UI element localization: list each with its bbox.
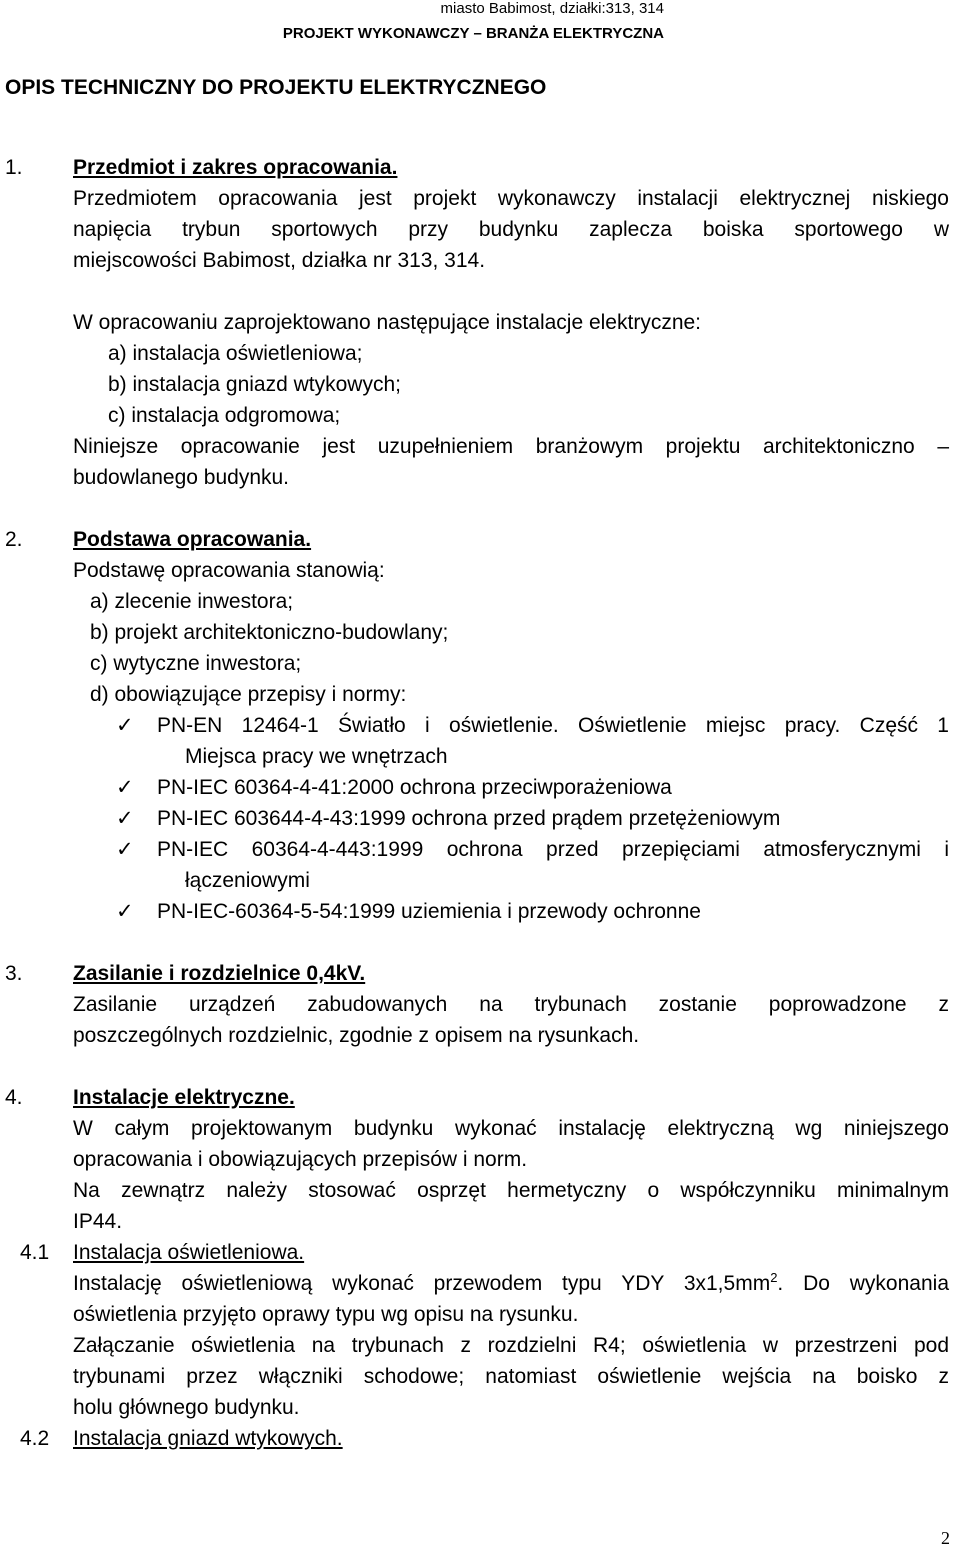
section-2-title: Podstawa opracowania. (73, 528, 312, 551)
s1-paragraph-1-line-1: Przedmiotem opracowania jest projekt wykonawczy instalacji elektrycznej niskiego (73, 187, 949, 210)
section-4-title: Instalacje elektryczne. (73, 1086, 295, 1109)
s4-paragraph-2-line-1: Na zewnątrz należy stosować osprzęt hermetyczny o współczynniku minimalnym (73, 1179, 949, 1202)
checkmark-icon: ✓ (116, 838, 134, 861)
s1-list-item-c: c) instalacja odgromowa; (108, 404, 341, 427)
header-project-type: PROJEKT WYKONAWCZY – BRANŻA ELEKTRYCZNA (282, 25, 664, 42)
s41-paragraph-2-line-3: holu głównego budynku. (73, 1396, 300, 1419)
header-location: miasto Babimost, działki:313, 314 (440, 0, 664, 17)
s1-paragraph-3-line-1: Niniejsze opracowanie jest uzupełnieniem branżowym projektu architektoniczno – (73, 435, 949, 458)
s1-list-item-b: b) instalacja gniazd wtykowych; (108, 373, 401, 396)
norm-3: PN-IEC 603644-4-43:1999 ochrona przed prądem przetężeniowym (157, 807, 781, 830)
s1-paragraph-1-line-2: napięcia trybun sportowych przy budynku zaplecza boiska sportowego w (73, 218, 949, 241)
s2-list-item-c: c) wytyczne inwestora; (90, 652, 302, 675)
checkmark-icon: ✓ (116, 807, 134, 830)
s1-paragraph-2: W opracowaniu zaprojektowano następujące instalacje elektryczne: (73, 311, 702, 334)
s4-paragraph-1-line-2: opracowania i obowiązujących przepisów i norm. (73, 1148, 528, 1171)
s1-paragraph-3-line-2: budowlanego budynku. (73, 466, 290, 489)
section-2-number: 2. (5, 528, 23, 551)
document-title: OPIS TECHNICZNY DO PROJEKTU ELEKTRYCZNEGO (5, 76, 547, 99)
s4-paragraph-1-line-1: W całym projektowanym budynku wykonać instalację elektryczną wg niniejszego (73, 1117, 949, 1140)
subsection-4-1-number: 4.1 (20, 1241, 50, 1264)
s41-paragraph-2-line-1: Załączanie oświetlenia na trybunach z rozdzielni R4; oświetlenia w przestrzeni pod (73, 1334, 949, 1357)
s41-paragraph-2-line-2: trybunami przez włączniki schodowe; natomiast oświetlenie wejścia na boisko z (73, 1365, 949, 1388)
checkmark-icon: ✓ (116, 714, 134, 737)
norm-1-line-2: Miejsca pracy we wnętrzach (185, 745, 448, 768)
s2-list-item-d: d) obowiązujące przepisy i normy: (90, 683, 407, 706)
subsection-4-1-title: Instalacja oświetleniowa. (73, 1241, 305, 1264)
section-3-number: 3. (5, 962, 23, 985)
section-3-title: Zasilanie i rozdzielnice 0,4kV. (73, 962, 366, 985)
norm-5: PN-IEC-60364-5-54:1999 uziemienia i przewody ochronne (157, 900, 701, 923)
s3-line-1: Zasilanie urządzeń zabudowanych na trybunach zostanie poprowadzone z (73, 993, 949, 1016)
section-1-title: Przedmiot i zakres opracowania. (73, 156, 398, 179)
s41-paragraph-1-line-2: oświetlenia przyjęto oprawy typu wg opisu na rysunku. (73, 1303, 579, 1326)
norm-2: PN-IEC 60364-4-41:2000 ochrona przeciwporażeniowa (157, 776, 672, 799)
s3-line-2: poszczególnych rozdzielnic, zgodnie z opisem na rysunkach. (73, 1024, 640, 1047)
s41-superscript: 2 (770, 1270, 778, 1285)
norm-4-line-1: PN-IEC 60364-4-443:1999 ochrona przed przepięciami atmosferycznymi i (157, 838, 949, 861)
s2-list-item-b: b) projekt architektoniczno-budowlany; (90, 621, 449, 644)
s2-list-item-a: a) zlecenie inwestora; (90, 590, 294, 613)
s1-list-item-a: a) instalacja oświetleniowa; (108, 342, 363, 365)
s2-intro: Podstawę opracowania stanowią: (73, 559, 385, 582)
checkmark-icon: ✓ (116, 776, 134, 799)
s41-text-a: Instalację oświetleniową wykonać przewodem typu YDY 3x1,5mm (73, 1272, 771, 1295)
section-1-number: 1. (5, 156, 23, 179)
norm-1-line-1: PN-EN 12464-1 Światło i oświetlenie. Oświetlenie miejsc pracy. Część 1 (157, 714, 949, 737)
s1-paragraph-1-line-3: miejscowości Babimost, działka nr 313, 314. (73, 249, 486, 272)
subsection-4-2-number: 4.2 (20, 1427, 50, 1450)
s4-paragraph-2-line-2: IP44. (73, 1210, 123, 1233)
checkmark-icon: ✓ (116, 900, 134, 923)
section-4-number: 4. (5, 1086, 23, 1109)
s41-text-b: . Do wykonania (777, 1272, 949, 1295)
s41-paragraph-1-line-1 (73, 1268, 949, 1299)
norm-4-line-2: łączeniowymi (185, 869, 310, 892)
page-number: 2 (941, 1528, 950, 1548)
subsection-4-2-title: Instalacja gniazd wtykowych. (73, 1427, 343, 1450)
